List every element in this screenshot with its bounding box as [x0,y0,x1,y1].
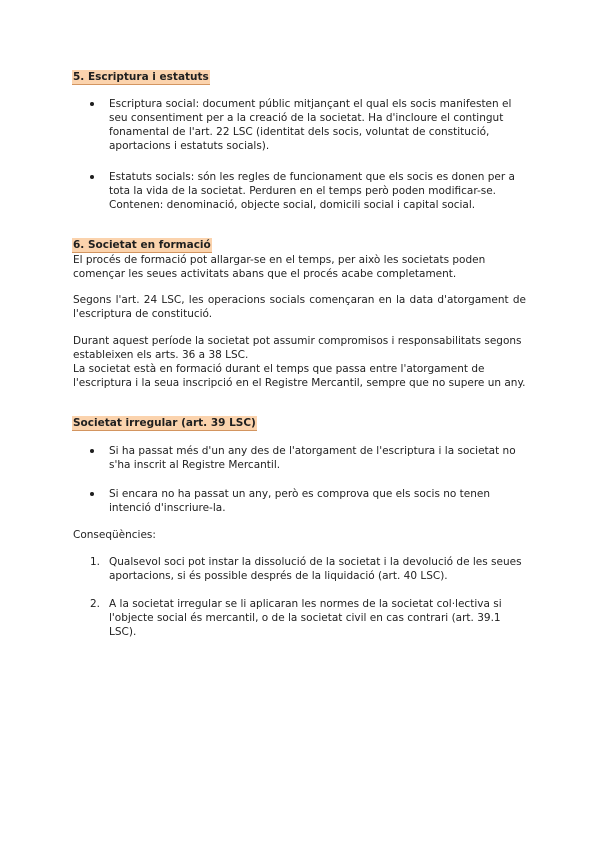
list-item-text: Escriptura social: document públic mitjançant el qual els socis manifesten el seu consentiment per a la creació de la societat. Ha d'incloure el contingut fonamental de l'art. 22 LSC (identitat dels socis, voluntat de constitució, aportacions i estatuts socials). [109,98,512,152]
irregular-heading: Societat irregular (art. 39 LSC) [73,417,256,429]
paragraph: Durant aquest període la societat pot assumir compromisos i responsabilitats segons estableixen els arts. 36 a 38 LSC. [73,335,522,361]
list-item-text: Estatuts socials: són les regles de funcionament que els socis es donen per a tota la vida de la societat. Perduren en el temps però poden modificar-se. Contenen: denominació, objecte social, domicili social i capital social. [109,171,515,211]
bullet-icon [90,449,94,453]
list-item-text: Qualsevol soci pot instar la dissolució de la societat i la devolució de les seues aportacions, si és possible després de la liquidació (art. 40 LSC). [109,556,522,582]
paragraph: La societat està en formació durant el temps que passa entre l'atorgament de l'escriptura i la seua inscripció en el Registre Mercantil, sempre que no supere un any. [73,363,526,389]
consequences-label: Conseqüències: [73,529,156,541]
list-item [90,170,526,212]
paragraph: El procés de formació pot allargar-se en el temps, per això les societats poden començar les seues activitats abans que el procés acabe completament. [73,254,486,280]
list-item-text: Si encara no ha passat un any, però es comprova que els socis no tenen intenció d'inscriure-la. [109,488,491,514]
bullet-icon [90,102,94,106]
list-item-text: A la societat irregular se li aplicaran les normes de la societat col·lectiva si l'objecte social és mercantil, o de la societat civil en cas contrari (art. 39.1 LSC). [109,598,502,638]
list-item [90,444,526,472]
paragraph: Segons l'art. 24 LSC, les operacions socials començaran en la data d'atorgament de l'escriptura de constitució. [73,294,526,320]
section-5-heading: 5. Escriptura i estatuts [73,71,209,83]
bullet-icon [90,492,94,496]
numbered-item [90,597,526,639]
item-number: 2. [90,598,101,610]
numbered-item [90,555,526,583]
list-item [90,97,526,153]
item-number: 1. [90,556,101,568]
bullet-icon [90,175,94,179]
list-item [90,487,526,515]
section-6-heading: 6. Societat en formació [73,239,211,251]
list-item-text: Si ha passat més d'un any des de l'atorgament de l'escriptura i la societat no s'ha inscrit al Registre Mercantil. [109,445,516,471]
